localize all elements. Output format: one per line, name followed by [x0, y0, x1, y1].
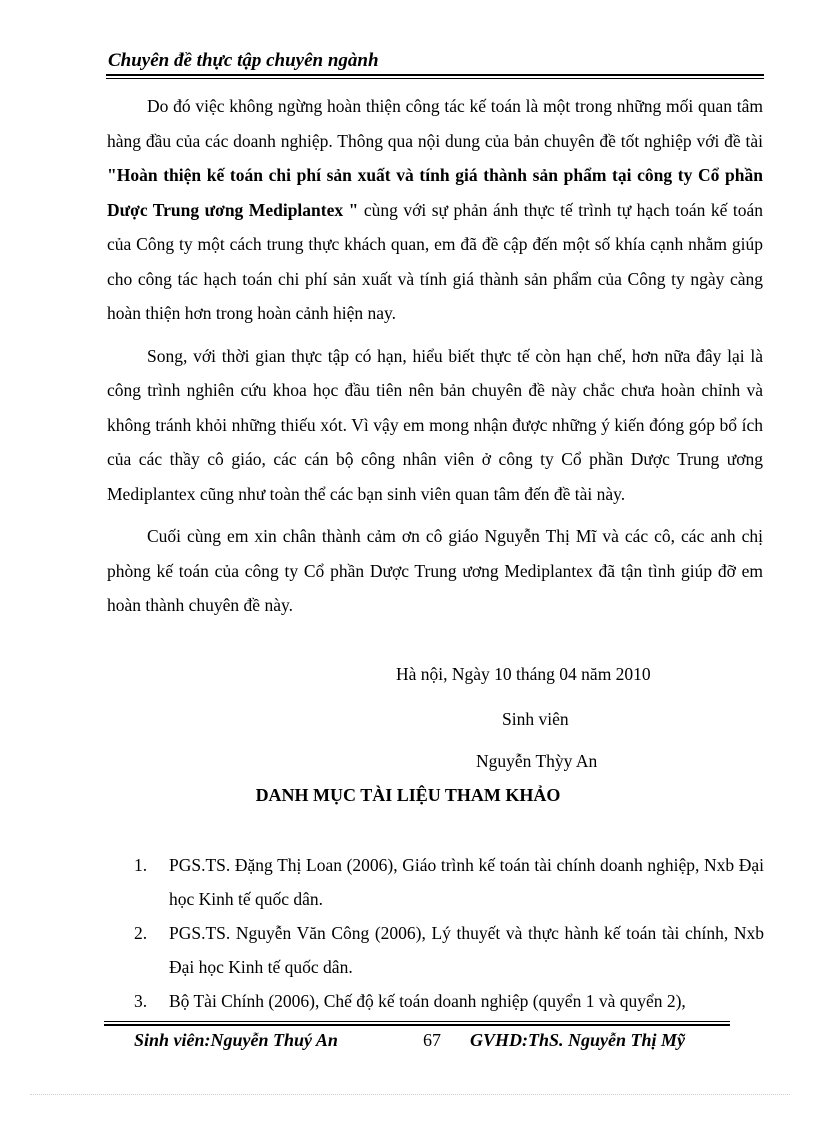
- thesis-title: "Hoàn thiện kế toán chi phí sản xuất và tính giá thành sản phẩm tại công ty Cổ phần Dược Trung ương Mediplantex ": [107, 165, 763, 220]
- references-title: DANH MỤC TÀI LIỆU THAM KHẢO: [255, 785, 561, 805]
- signature-date: Hà nội, Ngày 10 tháng 04 năm 2010: [396, 664, 651, 684]
- references-list: [134, 848, 764, 1018]
- signature-role: Sinh viên: [502, 709, 569, 729]
- paragraph-3: Cuối cùng em xin chân thành cảm ơn cô giáo Nguyễn Thị Mĩ và các cô, các anh chị phòng kế toán của công ty Cổ phần Dược Trung ương Mediplantex đã tận tình giúp đỡ em hoàn thành chuyên đề này.: [107, 526, 763, 615]
- reference-text: PGS.TS. Đặng Thị Loan (2006), Giáo trình kế toán tài chính doanh nghiệp, Nxb Đại học Kinh tế quốc dân.: [169, 855, 764, 909]
- paragraph-1-text-a: Do đó việc không ngừng hoàn thiện công tác kế toán là một trong những mối quan tâm hàng đầu của các doanh nghiệp. Thông qua nội dung của bản chuyên đề tốt nghiệp với đề tài: [107, 96, 763, 151]
- footer-rule-thin: [104, 1021, 730, 1022]
- signature-name: Nguyễn Thỳy An: [476, 751, 598, 771]
- paragraph-1-text-b: cùng với sự phản ánh thực tế trình tự hạch toán kế toán của Công ty một cách trung thực khách quan, em đã đề cập đến một số khía cạnh nhằm giúp cho công tác hạch toán chi phí sản xuất và tính giá thành sản phẩm của Công ty ngày càng hoàn thiện hơn trong hoàn cảnh hiện nay.: [107, 199, 763, 323]
- reference-number: 2.: [134, 923, 148, 943]
- footer-page-number: 67: [423, 1030, 441, 1050]
- page-bottom-divider: [30, 1094, 790, 1095]
- reference-item: [134, 848, 764, 916]
- header-rule-thin: [106, 78, 764, 79]
- reference-number: 3.: [134, 991, 148, 1011]
- reference-item: [134, 984, 764, 1018]
- reference-text: Bộ Tài Chính (2006), Chế độ kế toán doanh nghiệp (quyển 1 và quyển 2),: [169, 991, 686, 1011]
- header-title: Chuyên đề thực tập chuyên ngành: [108, 50, 379, 71]
- paragraph-1: [107, 89, 763, 331]
- reference-text: PGS.TS. Nguyễn Văn Công (2006), Lý thuyết và thực hành kế toán tài chính, Nxb Đại học Kinh tế quốc dân.: [169, 923, 764, 977]
- reference-item: [134, 916, 764, 984]
- footer-advisor: GVHD:ThS. Nguyễn Thị Mỹ: [470, 1030, 686, 1050]
- footer-student: Sinh viên:Nguyễn Thuý An: [134, 1030, 338, 1050]
- footer-rule-thick: [104, 1024, 730, 1026]
- reference-number: 1.: [134, 855, 148, 875]
- header-rule-thick: [106, 74, 764, 76]
- paragraph-2: Song, với thời gian thực tập có hạn, hiểu biết thực tế còn hạn chế, hơn nữa đây lại là công trình nghiên cứu khoa học đầu tiên nên bản chuyên đề này chắc chưa hoàn chỉnh và không tránh khỏi những thiếu xót. Vì vậy em mong nhận được những ý kiến đóng góp bổ ích của các thầy cô giáo, các cán bộ công nhân viên ở công ty Cổ phần Dược Trung ương Mediplantex cũng như toàn thể các bạn sinh viên quan tâm đến đề tài này.: [107, 345, 763, 504]
- body-text: [107, 89, 763, 631]
